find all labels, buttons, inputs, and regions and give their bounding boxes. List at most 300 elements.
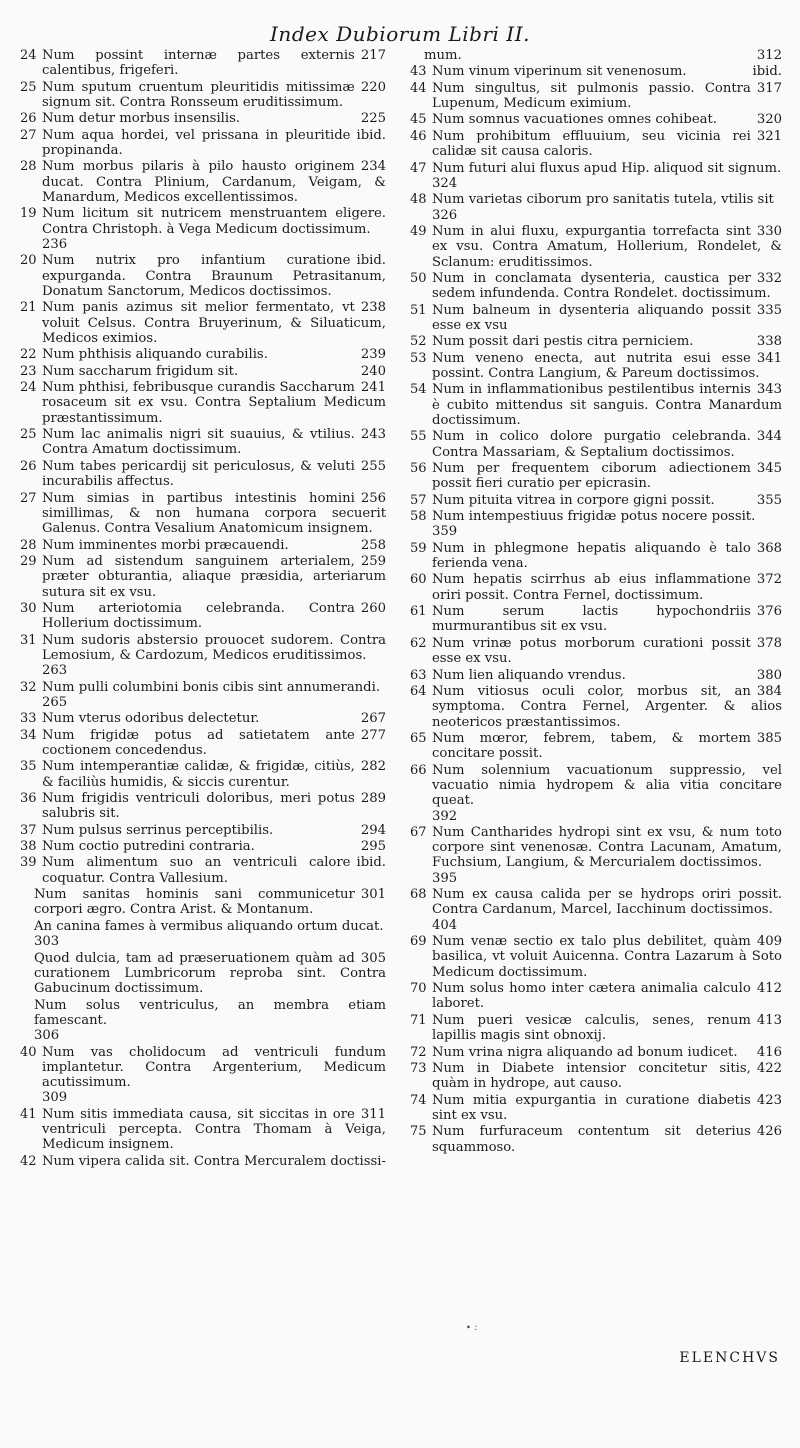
entry-body [42,206,386,252]
entry-body [42,427,386,458]
entry-number: 73 [410,1060,427,1076]
entry-page-number: 344 [756,429,782,445]
index-entry [410,684,782,730]
entry-text: Num pulsus serrinus perceptibilis. [42,822,274,838]
entry-page-number: 380 [756,667,782,683]
index-entry [410,112,782,127]
entry-number: 66 [410,762,427,778]
entry-text: Num panis azimus sit melior fermentato, vt voluit Celsus. Contra Bruyerinum, & Siluaticum, Medicos eximios. [42,300,386,346]
index-entry [410,382,782,428]
entry-page-number: 282 [360,759,386,775]
entry-number: 59 [410,540,427,556]
entry-text: Num in conclamata dysenteria, caustica per sedem infundenda. Contra Rondelet. doctissimum. [432,270,771,302]
entry-number: 52 [410,334,427,350]
entry-number: 61 [410,604,427,620]
entry-number: 50 [410,270,427,286]
entry-number: 41 [20,1106,37,1122]
entry-page-number: 378 [756,635,782,651]
entry-body [42,855,386,886]
entry-text: Num in inflammationibus pestilentibus internis è cubito mittendus sit sanguis. Contra Manardum doctissimum. [432,382,782,428]
entry-body [20,887,386,918]
entry-text: Num balneum in dysenteria aliquando possit esse ex vsu [432,302,751,333]
entry-body [42,711,386,726]
entry-number: 51 [410,302,427,318]
entry-page-number: 372 [756,572,782,588]
entry-body [432,1045,782,1060]
entry-text: Num solus homo inter cætera animalia calculo laboret. [432,981,751,1012]
entry-page-number: 309 [42,1090,68,1106]
entry-text: Num vipera calida sit. Contra Mercuralem doctissi- [42,1153,386,1169]
index-entry [410,303,782,334]
index-entry [410,1093,782,1124]
entry-page-number: 289 [360,791,386,807]
index-entry [410,668,782,683]
entry-number: 44 [410,80,427,96]
entry-body [432,981,782,1012]
entry-body [432,1061,782,1092]
entry-text: Num in phlegmone hepatis aliquando è talo ferienda vena. [432,540,751,572]
running-header: Index Dubiorum Libri II. [270,22,530,46]
entry-number: 71 [410,1012,427,1028]
entry-page-number: ibid. [356,855,386,871]
entry-text: Quod dulcia, tam ad præseruationem quàm ad curationem Lumbricorum reproba sint. Contra Gabucinum doctissimum. [34,950,386,997]
entry-body [432,429,782,460]
entry-page-number: 236 [42,237,68,253]
entry-text: Num imminentes morbi præcauendi. [42,537,289,553]
entry-number: 29 [20,553,37,569]
entry-number: 69 [410,934,427,950]
index-entry [20,951,386,997]
entry-page-number: 217 [360,48,386,63]
entry-text: Num solus ventriculus, an membra etiam famescant. [34,997,386,1028]
index-entry [20,1045,386,1106]
entry-page-number: ibid. [752,64,782,80]
index-entry [20,1154,386,1169]
entry-text: Num vrinæ potus morborum curationi possit esse ex vsu. [432,635,751,667]
entry-text: Num sitis immediata causa, sit siccitas in ore ventriculi percepta. Contra Thomam à Veiga, Medicum insignem. [42,1106,386,1153]
entry-page-number: 239 [360,347,386,363]
entry-page-number: 416 [756,1044,782,1060]
entry-number: 45 [410,112,427,128]
entry-number: 26 [20,458,37,474]
entry-number: 58 [410,509,427,525]
entry-page-number: 345 [756,461,782,477]
entry-text: Num morbus pilaris à pilo hausto originem ducat. Contra Plinium, Cardanum, Veigam, & Manardum, Medicos excellentissimos. [42,159,386,206]
entry-page-number: 332 [756,270,782,286]
entry-number: 65 [410,730,427,746]
entry-body [432,541,782,572]
entry-body [42,759,386,790]
entry-number: 30 [20,600,37,616]
index-entry [20,855,386,886]
entry-text: Num venæ sectio ex talo plus debilitet, quàm basilica, vt voluit Auicenna. Contra Lazarum à Soto Medicum doctissimum. [432,934,782,980]
entry-body [432,934,782,980]
index-entry [20,998,386,1044]
entry-number: 22 [20,347,37,363]
entry-page-number: 259 [360,553,386,569]
entry-body [432,161,782,192]
index-entry [20,491,386,537]
entry-number: 67 [410,824,427,840]
entry-body [42,253,386,299]
entry-page-number: 341 [756,350,782,366]
entry-body [432,1093,782,1124]
entry-page-number: 338 [756,334,782,350]
index-entry [20,711,386,726]
entry-text: Num singultus, sit pulmonis passio. Contra Lupenum, Medicum eximium. [432,80,751,112]
index-entry [410,541,782,572]
entry-page-number: 324 [432,175,458,191]
index-entry [20,300,386,346]
entry-number: 28 [20,159,37,175]
entry-page-number: 256 [360,490,386,506]
entry-page-number: 409 [756,934,782,950]
index-entry [20,538,386,553]
entry-text: Num pulli columbini bonis cibis sint annumerandi. [42,679,381,695]
entry-number: 42 [20,1153,37,1169]
entry-text: Num phthisis aliquando curabilis. [42,347,268,363]
entry-number: 37 [20,822,37,838]
index-entry [20,919,386,950]
entry-page-number: 220 [360,79,386,95]
entry-text: Num vinum viperinum sit venenosum. [432,64,687,80]
entry-page-number: 426 [756,1124,782,1140]
entry-text: mum. [424,48,462,63]
entry-number: 54 [410,382,427,398]
entry-page-number: 404 [432,917,458,933]
entry-page-number: 277 [360,727,386,743]
entry-body [432,112,782,127]
entry-number: 64 [410,683,427,699]
index-entry [410,636,782,667]
entry-text: Num solennium vacuationum suppressio, vel vacuatio nimia hydropem & alia vitia concitare queat. [432,762,782,809]
entry-text: Num hepatis scirrhus ab eius inflammatione oriri possit. Contra Fernel, doctissimum. [432,572,751,603]
entry-page-number: 368 [756,540,782,556]
entry-body [432,668,782,683]
entry-page-number: 295 [360,839,386,855]
entry-page-number: 267 [360,711,386,727]
index-entry [410,429,782,460]
entry-body [42,728,386,759]
index-entry [410,64,782,79]
entry-body [432,887,782,933]
entry-page-number: 260 [360,600,386,616]
entry-page-number: 326 [432,207,458,223]
entry-page-number: 320 [756,112,782,128]
index-entry [20,159,386,205]
entry-body [42,380,386,426]
entry-text: Num vitiosus oculi color, morbus sit, an symptoma. Contra Fernel, Argenter. & alios neotericos præstantissimos. [432,683,782,730]
entry-number: 46 [410,128,427,144]
entry-text: Num sputum cruentum pleuritidis mitissimæ signum sit. Contra Ronsseum eruditissimum. [42,79,355,110]
entry-text: Num tabes pericardij sit periculosus, & veluti incurabilis affectus. [42,458,355,490]
entry-text: Num varietas ciborum pro sanitatis tutela, vtilis sit [432,192,774,208]
left-column [20,48,386,1170]
entry-text: Num ex causa calida per se hydrops oriri possit. Contra Cardanum, Marcel, Iacchinum doctissimos. [432,887,782,918]
index-entry [410,887,782,933]
index-entry [20,728,386,759]
entry-number: 33 [20,711,37,727]
entry-number: 21 [20,300,37,316]
entry-page-number: 258 [360,537,386,553]
entry-body [42,554,386,600]
entry-text: Num in colico dolore purgatio celebranda. Contra Massariam, & Septalium doctissimos. [432,429,751,460]
entry-number: 62 [410,635,427,651]
entry-page-number: 413 [756,1012,782,1028]
entry-page-number: 392 [432,808,458,824]
entry-body [432,825,782,886]
entry-text: Num vrina nigra aliquando ad bonum iudicet. [432,1044,738,1060]
index-entry [410,1061,782,1092]
index-entry [410,1013,782,1044]
entry-text: Num licitum sit nutricem menstruantem eligere. Contra Christoph. à Vega Medicum doctissimum. [42,206,386,237]
entry-text: Num ad sistendum sanguinem arterialem, præter obturantia, aliaque præsidia, arteriarum sutura sit ex vsu. [42,553,386,600]
index-entry [410,351,782,382]
index-entry [410,461,782,492]
entry-text: Num alimentum suo an ventriculi calore coquatur. Contra Vallesium. [42,855,351,886]
entry-number: 49 [410,223,427,239]
entry-page-number: 306 [34,1028,60,1044]
entry-body [42,491,386,537]
entry-number: 24 [20,48,37,63]
entry-number: 53 [410,350,427,366]
entry-page-number: 294 [360,822,386,838]
entry-number: 20 [20,253,37,269]
entry-body [42,128,386,159]
entry-page-number: 355 [756,492,782,508]
entry-body [42,459,386,490]
entry-body [432,461,782,492]
entry-body [432,382,782,428]
entry-page-number: 321 [756,128,782,144]
entry-text: Num possint internæ partes externis calentibus, frigeferi. [42,48,355,79]
entry-text: Num arteriotomia celebranda. Contra Hollerium doctissimum. [42,600,355,632]
entry-text: Num sanitas hominis sani communicetur corpori ægro. Contra Arist. & Montanum. [34,887,355,918]
entry-number: 40 [20,1044,37,1060]
entry-body [432,129,782,160]
entry-number: 31 [20,632,37,648]
index-entry [20,791,386,822]
index-entry [20,111,386,126]
entry-text: Num somnus vacuationes omnes cohibeat. [432,112,717,128]
index-entry [410,731,782,762]
entry-body [432,493,782,508]
entry-page-number: 241 [360,380,386,396]
right-column [410,48,782,1156]
entry-page-number: 317 [756,80,782,96]
entry-page-number: 385 [756,730,782,746]
entry-number: 28 [20,537,37,553]
entry-text: Num Cantharides hydropi sint ex vsu, & num toto corpore sint venenosæ. Contra Lacunam, Amatum, Fuchsium, Langium, & Mercurialem doctissimos. [432,824,782,871]
entry-body [432,351,782,382]
entry-page-number: 330 [756,223,782,239]
index-entry [410,763,782,824]
index-entry [410,1045,782,1060]
entry-text: Num serum lactis hypochondriis murmurantibus sit ex vsu. [432,604,751,635]
printer-marks: ∙ : [466,1322,478,1333]
entry-number: 27 [20,490,37,506]
entry-body [42,839,386,854]
entry-page-number: 384 [756,683,782,699]
index-entry [20,759,386,790]
entry-page-number: 263 [42,663,68,679]
entry-body [432,763,782,824]
entry-page-number: 265 [42,694,68,710]
index-entry [20,128,386,159]
index-entry [20,459,386,490]
entry-text: Num prohibitum effluuium, seu vicinia rei calidæ sit causa caloris. [432,128,751,160]
entry-body [20,951,386,997]
entry-body [42,538,386,553]
entry-number: 36 [20,791,37,807]
index-entry [20,253,386,299]
index-entry [410,604,782,635]
catchword: ELENCHVS [679,1350,780,1366]
entry-text: Num furfuraceum contentum sit deterius squammoso. [432,1124,751,1155]
entry-text: Num detur morbus insensilis. [42,111,241,127]
index-entry [20,364,386,379]
entry-text: Num veneno enecta, aut nutrita esui esse possint. Contra Langium, & Pareum doctissimos. [432,350,760,381]
entry-number: 27 [20,127,37,143]
index-entry [410,1124,782,1155]
index-entry [410,825,782,886]
entry-text: Num per frequentem ciborum adiectionem possit fieri curatio per epicrasin. [432,461,751,492]
entry-page-number: 225 [360,111,386,127]
entry-text: Num mœror, febrem, tabem, & mortem concitare possit. [432,730,751,762]
entry-page-number: 422 [756,1060,782,1076]
index-entry [20,427,386,458]
entry-body [42,159,386,205]
entry-body [432,636,782,667]
entry-text: Num possit dari pestis citra perniciem. [432,334,694,350]
entry-body [42,791,386,822]
entry-number: 56 [410,461,427,477]
index-entry [20,1107,386,1153]
index-entry [410,334,782,349]
entry-number: 25 [20,79,37,95]
entry-number: 19 [20,206,37,222]
entry-body [432,604,782,635]
index-entry [20,887,386,918]
index-entry [20,823,386,838]
entry-body [410,48,782,63]
entry-body [432,731,782,762]
index-entry [410,48,782,63]
entry-body [42,364,386,379]
entry-number: 74 [410,1092,427,1108]
entry-text: Num coctio putredini contraria. [42,839,255,855]
entry-body [432,334,782,349]
entry-number: 35 [20,759,37,775]
entry-body [432,684,782,730]
entry-page-number: 395 [432,870,458,886]
entry-number: 60 [410,572,427,588]
entry-page-number: ibid. [356,127,386,143]
index-entry [20,680,386,711]
entry-body [432,1124,782,1155]
entry-body [42,633,386,679]
entry-number: 70 [410,981,427,997]
entry-body [20,998,386,1044]
entry-body [42,300,386,346]
entry-body [42,1154,386,1169]
entry-number: 39 [20,855,37,871]
entry-number: 32 [20,679,37,695]
entry-page-number: 359 [432,524,458,540]
entry-page-number: ibid. [356,253,386,269]
entry-page-number: 335 [756,302,782,318]
entry-page-number: 311 [360,1106,386,1122]
entry-text: Num lac animalis nigri sit suauius, & vtilius. Contra Amatum doctissimum. [42,427,355,458]
index-entry [410,271,782,302]
index-entry [20,601,386,632]
entry-page-number: 343 [756,382,782,398]
entry-number: 47 [410,160,427,176]
entry-body [42,823,386,838]
entry-body [20,919,386,950]
index-entry [410,192,782,223]
entry-page-number: 234 [360,159,386,175]
entry-body [432,192,782,223]
entry-body [432,572,782,603]
entry-text: Num sudoris abstersio prouocet sudorem. Contra Lemosium, & Cardozum, Medicos eruditissimos. [42,632,386,663]
index-entry [410,129,782,160]
index-entry [410,509,782,540]
entry-text: Num vas cholidocum ad ventriculi fundum implantetur. Contra Argenterium, Medicum acutissimum. [42,1044,386,1091]
entry-body [432,303,782,334]
entry-page-number: 301 [360,887,386,903]
entry-body [432,224,782,270]
entry-number: 34 [20,727,37,743]
entry-text: Num in Diabete intensior concitetur sitis, quàm in hydrope, aut causo. [432,1060,751,1092]
entry-number: 26 [20,111,37,127]
entry-body [42,347,386,362]
index-entry [20,80,386,111]
entry-text: Num simias in partibus intestinis homini simillimas, & non humana corpora secuerit Galenus. Contra Vesalium Anatomicum insignem. [42,490,386,537]
entry-body [432,1013,782,1044]
index-entry [410,161,782,192]
entry-number: 75 [410,1124,427,1140]
entry-number: 55 [410,429,427,445]
entry-body [42,111,386,126]
entry-page-number: 305 [360,950,386,966]
entry-text: Num intempestiuus frigidæ potus nocere possit. [432,509,756,525]
entry-number: 48 [410,192,427,208]
entry-body [432,64,782,79]
entry-text: Num frigidæ potus ad satietatem ante coctionem concedendus. [42,727,355,758]
entry-text: Num futuri alui fluxus apud Hip. aliquod sit signum. [432,160,782,176]
entry-number: 63 [410,667,427,683]
entry-number: 25 [20,427,37,443]
index-entry [20,206,386,252]
entry-page-number: 240 [360,363,386,379]
entry-page-number: 243 [360,427,386,443]
entry-body [42,48,386,79]
entry-body [432,509,782,540]
entry-text: Num saccharum frigidum sit. [42,363,239,379]
entry-text: Num aqua hordei, vel prissana in pleuritide propinanda. [42,127,351,159]
entry-text: Num nutrix pro infantium curatione expurganda. Contra Braunum Petrasitanum, Donatum Sanctorum, Medicos doctissimos. [42,253,386,300]
index-entry [410,572,782,603]
entry-body [42,601,386,632]
entry-page-number: 238 [360,300,386,316]
entry-page-number: 303 [34,934,60,950]
entry-text: Num vterus odoribus delectetur. [42,711,260,727]
index-entry [410,493,782,508]
entry-page-number: 376 [756,604,782,620]
index-entry [20,554,386,600]
entry-body [432,271,782,302]
